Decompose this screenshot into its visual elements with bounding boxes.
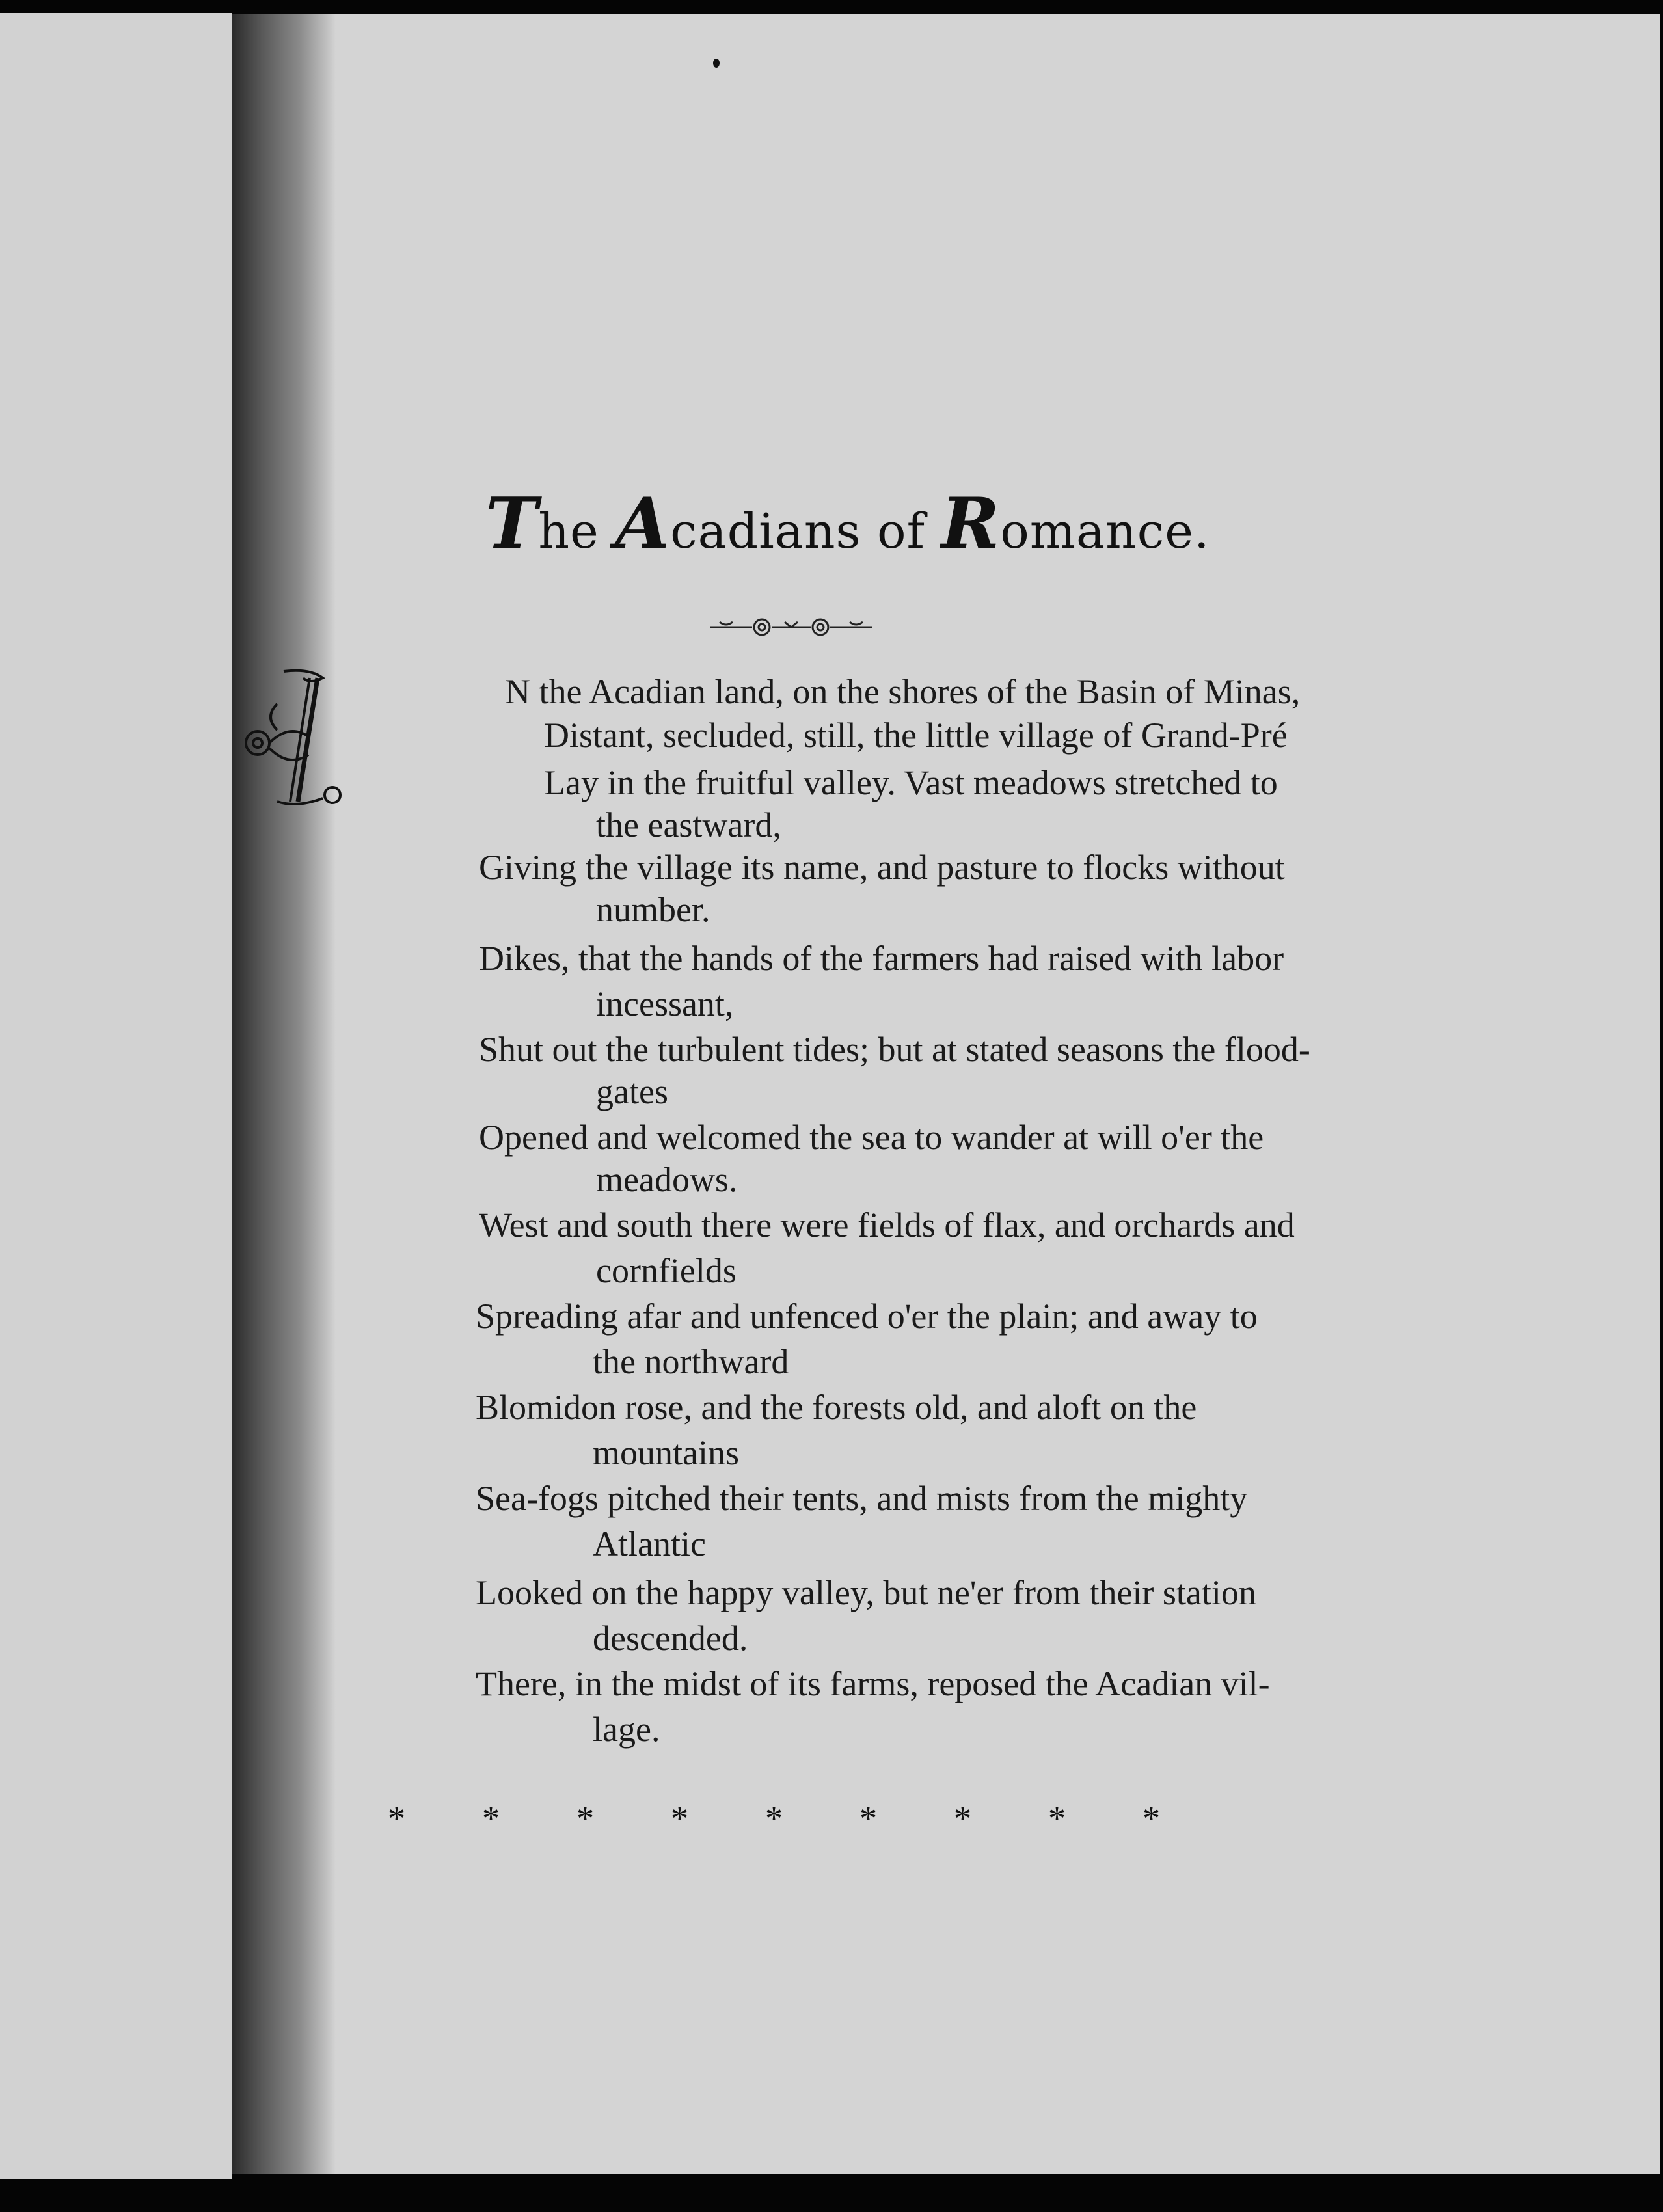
star-glyph: * xyxy=(482,1799,500,1838)
poem-line: the northward xyxy=(593,1342,789,1381)
title-word-omance: omance. xyxy=(1000,504,1210,560)
poem-line: Atlantic xyxy=(593,1524,706,1563)
poem-line: Blomidon rose, and the forests old, and aloft on the xyxy=(476,1388,1197,1427)
poem-line: Dikes, that the hands of the farmers had raised with labor xyxy=(479,939,1284,978)
poem-line: Looked on the happy valley, but ne'er from their station xyxy=(476,1573,1256,1612)
poem-line: Distant, secluded, still, the little village of Grand-Pré xyxy=(544,716,1288,755)
ink-speck xyxy=(713,59,720,68)
poem-line: descended. xyxy=(593,1619,748,1658)
star-glyph: * xyxy=(1142,1799,1160,1838)
poem-line: Giving the village its name, and pasture to flocks without xyxy=(479,848,1285,887)
title-initial-a: A xyxy=(615,483,671,565)
poem-line: number. xyxy=(596,890,710,929)
book-page xyxy=(232,14,1660,2174)
star-glyph: * xyxy=(859,1799,877,1838)
star-glyph: * xyxy=(765,1799,783,1838)
left-page-edge xyxy=(0,13,232,2179)
poem-line: West and south there were fields of flax, and orchards and xyxy=(479,1206,1295,1245)
poem-line: Sea-fogs pitched their tents, and mists from the mighty xyxy=(476,1479,1248,1518)
poem-line: Opened and welcomed the sea to wander at will o'er the xyxy=(479,1118,1264,1157)
poem-line: cornfields xyxy=(596,1251,737,1290)
poem-line: the eastward, xyxy=(596,805,781,844)
dropcap-i-icon xyxy=(238,665,349,815)
page-title xyxy=(485,483,1210,565)
poem-line: incessant, xyxy=(596,984,734,1023)
page-gutter-shadow xyxy=(232,14,336,2174)
poem-line: Spreading afar and unfenced o'er the plain; and away to xyxy=(476,1297,1258,1336)
poem-line: There, in the midst of its farms, reposed the Acadian vil- xyxy=(476,1664,1270,1703)
poem-line: N the Acadian land, on the shores of the Basin of Minas, xyxy=(505,672,1301,711)
star-glyph: * xyxy=(671,1799,688,1838)
poem-line: Shut out the turbulent tides; but at stated seasons the flood- xyxy=(479,1030,1310,1069)
poem-line: gates xyxy=(596,1072,668,1111)
star-glyph: * xyxy=(1048,1799,1066,1838)
title-initial-t: T xyxy=(485,483,539,565)
star-glyph: * xyxy=(388,1799,405,1838)
title-word-he: he xyxy=(538,504,615,560)
poem-line: mountains xyxy=(593,1433,739,1472)
title-word-acadians: cadians of xyxy=(670,504,941,560)
title-initial-r: R xyxy=(941,483,1001,565)
poem-line: Lay in the fruitful valley. Vast meadows stretched to xyxy=(544,763,1278,802)
star-glyph: * xyxy=(954,1799,971,1838)
star-glyph: * xyxy=(576,1799,594,1838)
scroll-ornament-icon xyxy=(707,608,876,647)
poem-line: meadows. xyxy=(596,1160,738,1199)
section-break-stars xyxy=(388,1798,1201,1838)
poem-line: lage. xyxy=(593,1710,660,1749)
